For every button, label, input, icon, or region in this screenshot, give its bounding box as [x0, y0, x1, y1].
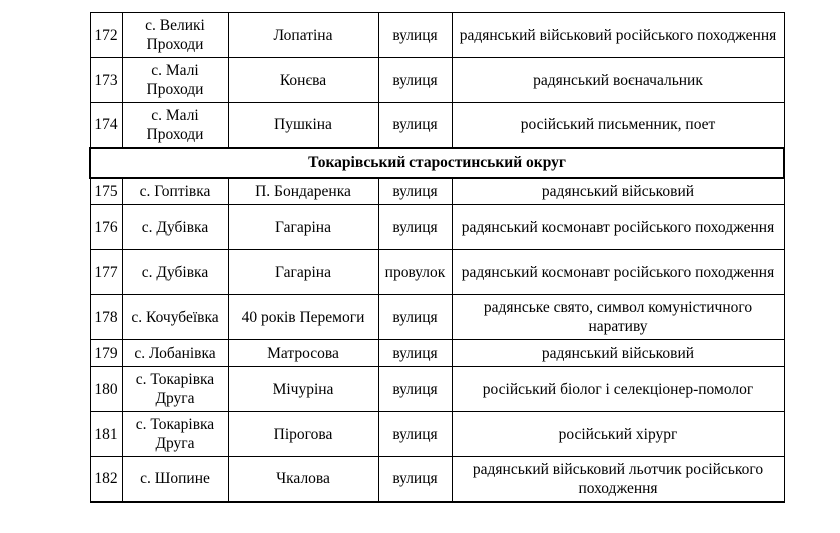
section-title: Токарівський старостинський округ	[90, 148, 784, 178]
object-type: вулиця	[378, 295, 452, 340]
street-name: Пушкіна	[228, 103, 378, 148]
section-header-row	[90, 148, 784, 178]
rename-reason: радянський військовий льотчик російського походження	[452, 457, 784, 502]
street-name: Матросова	[228, 340, 378, 367]
street-name: П. Бондаренка	[228, 178, 378, 205]
village-name: с. Гоптівка	[122, 178, 228, 205]
table-row	[90, 13, 784, 58]
object-type: вулиця	[378, 367, 452, 412]
table-row	[90, 340, 784, 367]
row-number: 180	[90, 367, 122, 412]
village-name: с. Дубівка	[122, 250, 228, 295]
rename-reason: радянський військовий російського походження	[452, 13, 784, 58]
object-type: вулиця	[378, 457, 452, 502]
row-number: 179	[90, 340, 122, 367]
rename-reason: російський хірург	[452, 412, 784, 457]
row-number: 173	[90, 58, 122, 103]
row-number: 176	[90, 205, 122, 250]
street-name: Гагаріна	[228, 205, 378, 250]
street-name: Пірогова	[228, 412, 378, 457]
rename-reason: російський письменник, поет	[452, 103, 784, 148]
object-type: вулиця	[378, 58, 452, 103]
village-name: с. Шопине	[122, 457, 228, 502]
row-number: 178	[90, 295, 122, 340]
table-row	[90, 103, 784, 148]
village-name: с. Великі Проходи	[122, 13, 228, 58]
rename-reason: російський біолог і селекціонер-помолог	[452, 367, 784, 412]
object-type: вулиця	[378, 412, 452, 457]
rename-reason: радянське свято, символ комуністичного наративу	[452, 295, 784, 340]
street-name: Чкалова	[228, 457, 378, 502]
rename-reason: радянський військовий	[452, 340, 784, 367]
village-name: с. Малі Проходи	[122, 58, 228, 103]
street-name: Лопатіна	[228, 13, 378, 58]
table-row	[90, 367, 784, 412]
street-name: Конєва	[228, 58, 378, 103]
village-name: с. Лобанівка	[122, 340, 228, 367]
village-name: с. Токарівка Друга	[122, 412, 228, 457]
village-name: с. Малі Проходи	[122, 103, 228, 148]
street-name: Гагаріна	[228, 250, 378, 295]
table-row	[90, 58, 784, 103]
object-type: вулиця	[378, 205, 452, 250]
row-number: 172	[90, 13, 122, 58]
row-number: 177	[90, 250, 122, 295]
village-name: с. Дубівка	[122, 205, 228, 250]
street-name: Мічуріна	[228, 367, 378, 412]
table-row	[90, 250, 784, 295]
rename-reason: радянський воєначальник	[452, 58, 784, 103]
object-type: вулиця	[378, 13, 452, 58]
table-row	[90, 178, 784, 205]
row-number: 181	[90, 412, 122, 457]
street-rename-table	[89, 12, 785, 503]
table-row	[90, 412, 784, 457]
row-number: 182	[90, 457, 122, 502]
village-name: с. Кочубеївка	[122, 295, 228, 340]
table-row	[90, 205, 784, 250]
rename-reason: радянський космонавт російського походження	[452, 205, 784, 250]
row-number: 175	[90, 178, 122, 205]
object-type: вулиця	[378, 103, 452, 148]
object-type: вулиця	[378, 178, 452, 205]
village-name: с. Токарівка Друга	[122, 367, 228, 412]
row-number: 174	[90, 103, 122, 148]
rename-reason: радянський космонавт російського походження	[452, 250, 784, 295]
street-name: 40 років Перемоги	[228, 295, 378, 340]
object-type: вулиця	[378, 340, 452, 367]
table-row	[90, 457, 784, 502]
table-row	[90, 295, 784, 340]
rename-reason: радянський військовий	[452, 178, 784, 205]
object-type: провулок	[378, 250, 452, 295]
